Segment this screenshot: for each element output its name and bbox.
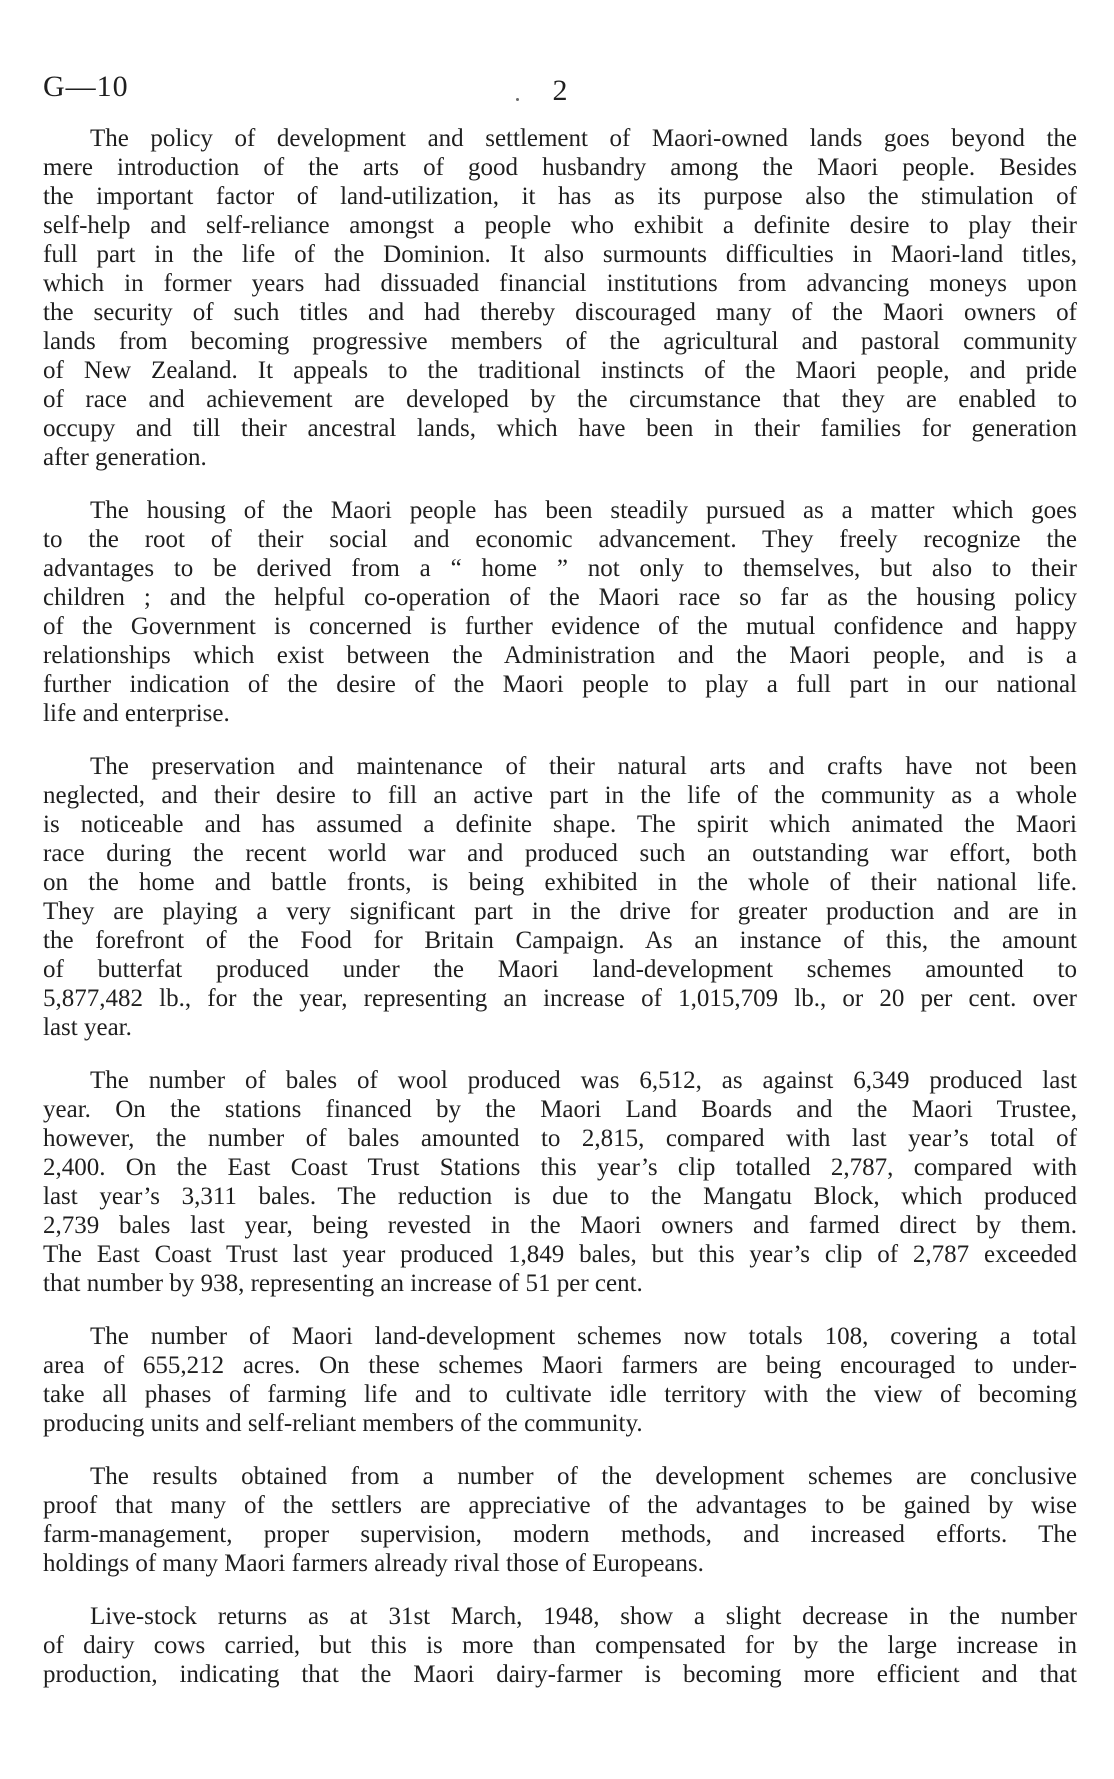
text-line: Live-stock returns as at 31st March, 1948, show a slight decrease in the number [90, 1603, 1077, 1630]
text-line: children ; and the helpful co-operation of the Maori race so far as the housing policy [43, 584, 1077, 611]
text-line: The East Coast Trust last year produced 1,849 bales, but this year’s clip of 2,787 exceeded [43, 1241, 1077, 1268]
text-line: The results obtained from a number of the development schemes are conclusive [90, 1463, 1077, 1490]
document-reference: G—10 [43, 70, 129, 103]
scan-speck-artifact [516, 98, 519, 101]
text-line: on the home and battle fronts, is being exhibited in the whole of their national life. [43, 869, 1077, 896]
text-line: which in former years had dissuaded financial institutions from advancing moneys upon [43, 270, 1077, 297]
text-line: proof that many of the settlers are appreciative of the advantages to be gained by wise [43, 1492, 1077, 1519]
text-line: is noticeable and has assumed a definite shape. The spirit which animated the Maori [43, 811, 1077, 838]
text-line: The number of bales of wool produced was 6,512, as against 6,349 produced last [90, 1067, 1077, 1094]
text-line: that number by 938, representing an increase of 51 per cent. [43, 1270, 643, 1297]
text-line: the security of such titles and had thereby discouraged many of the Maori owners of [43, 299, 1077, 326]
text-line: advantages to be derived from a “ home ” not only to themselves, but also to their [43, 555, 1077, 582]
text-line: to the root of their social and economic advancement. They freely recognize the [43, 526, 1077, 553]
text-line: of New Zealand. It appeals to the traditional instincts of the Maori people, and pride [43, 357, 1077, 384]
page-header [43, 70, 1077, 110]
text-line: 2,400. On the East Coast Trust Stations this year’s clip totalled 2,787, compared with [43, 1154, 1077, 1181]
text-line: of the Government is concerned is further evidence of the mutual confidence and happy [43, 613, 1077, 640]
paragraph-4 [43, 1066, 1077, 1298]
text-line: 5,877,482 lb., for the year, representing an increase of 1,015,709 lb., or 20 per cent. over [43, 985, 1077, 1012]
paragraph-1 [43, 124, 1077, 472]
text-line: further indication of the desire of the Maori people to play a full part in our national [43, 671, 1077, 698]
text-line: relationships which exist between the Administration and the Maori people, and is a [43, 642, 1077, 669]
document-body [43, 124, 1077, 1689]
text-line: of butterfat produced under the Maori land-development schemes amounted to [43, 956, 1077, 983]
text-line: mere introduction of the arts of good husbandry among the Maori people. Besides [43, 154, 1077, 181]
paragraph-5 [43, 1322, 1077, 1438]
text-line: of race and achievement are developed by the circumstance that they are enabled to [43, 386, 1077, 413]
text-line: take all phases of farming life and to cultivate idle territory with the view of becoming [43, 1381, 1077, 1408]
text-line: full part in the life of the Dominion. It also surmounts difficulties in Maori-land titles, [43, 241, 1077, 268]
text-line: of dairy cows carried, but this is more than compensated for by the large increase in [43, 1632, 1077, 1659]
text-line: self-help and self-reliance amongst a people who exhibit a definite desire to play their [43, 212, 1077, 239]
text-line: neglected, and their desire to fill an active part in the life of the community as a whole [43, 782, 1077, 809]
text-line: the important factor of land-utilization, it has as its purpose also the stimulation of [43, 183, 1077, 210]
text-line: however, the number of bales amounted to 2,815, compared with last year’s total of [43, 1125, 1077, 1152]
text-line: year. On the stations financed by the Maori Land Boards and the Maori Trustee, [43, 1096, 1077, 1123]
paragraph-6 [43, 1462, 1077, 1578]
text-line: race during the recent world war and produced such an outstanding war effort, both [43, 840, 1077, 867]
page-number: 2 [552, 74, 568, 107]
text-line: producing units and self-reliant members of the community. [43, 1410, 643, 1437]
text-line: occupy and till their ancestral lands, which have been in their families for generation [43, 415, 1077, 442]
text-line: production, indicating that the Maori dairy-farmer is becoming more efficient and that [43, 1661, 1077, 1688]
text-line: They are playing a very significant part in the drive for greater production and are in [43, 898, 1077, 925]
text-line: area of 655,212 acres. On these schemes Maori farmers are being encouraged to under- [43, 1352, 1077, 1379]
text-line: holdings of many Maori farmers already rival those of Europeans. [43, 1550, 704, 1577]
text-line: 2,739 bales last year, being revested in the Maori owners and farmed direct by them. [43, 1212, 1077, 1239]
text-line: life and enterprise. [43, 700, 230, 727]
text-line: the forefront of the Food for Britain Campaign. As an instance of this, the amount [43, 927, 1077, 954]
text-line: lands from becoming progressive members of the agricultural and pastoral community [43, 328, 1077, 355]
text-line: The policy of development and settlement of Maori-owned lands goes beyond the [90, 125, 1077, 152]
paragraph-3 [43, 752, 1077, 1042]
paragraph-2 [43, 496, 1077, 728]
text-line: The housing of the Maori people has been steadily pursued as a matter which goes [90, 497, 1077, 524]
text-line: The preservation and maintenance of their natural arts and crafts have not been [90, 753, 1077, 780]
text-line: after generation. [43, 444, 207, 471]
text-line: The number of Maori land-development schemes now totals 108, covering a total [90, 1323, 1077, 1350]
text-line: last year’s 3,311 bales. The reduction is due to the Mangatu Block, which produced [43, 1183, 1077, 1210]
text-line: last year. [43, 1014, 132, 1041]
text-line: farm-management, proper supervision, modern methods, and increased efforts. The [43, 1521, 1077, 1548]
paragraph-7 [43, 1602, 1077, 1689]
